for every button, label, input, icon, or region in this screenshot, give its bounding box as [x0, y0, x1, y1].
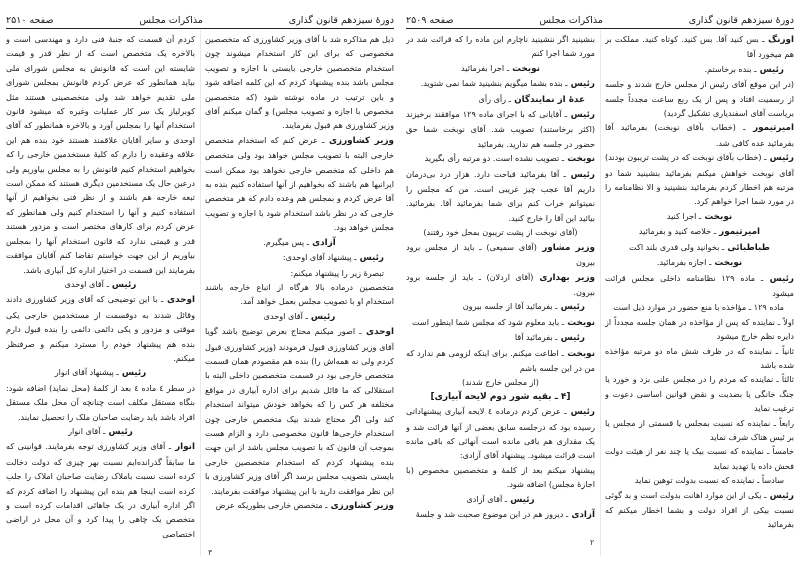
speaker-name: نوبخت — [509, 63, 540, 74]
speech-paragraph — [605, 120, 794, 150]
speaker-name: رئیس — [507, 494, 535, 505]
speaker-name: آزادی — [309, 237, 336, 248]
speech-text: ـ آقایانی که با اجرای ماده ۱۲۹ موافقند برخیزند (اکثر برخاستند) تصویب شد. آقای نوبخت شما حق حضور در جلسه هم ندارید. بفرمائید — [406, 109, 595, 149]
speech-text: ـ عرض کنم که استخدام متخصص خارجی البته با تصویب مجلس خواهد بود ولی متخصص هم داخلی که متخصص خارجی نخواهد بود ممکن است ایرانیها هم باشند که بخواهیم از آنها استفاده کنیم بنده به آقا عرض کردم و بمجلس هم وعده دادم که هر متخصص خارجی که در نظر باشد استخدام شود با اجازه و تصویب مجلس خواهد بود. — [205, 134, 394, 233]
speech-text: ـ بخوانید ولی قدری بلند اکت — [629, 241, 725, 252]
right-title: مذاکرات مجلس — [539, 15, 603, 26]
speech-text: ـ یکی از این موارد اهانت بدولت است و بد گوئی نسبت بیکی از افراد دولت و بشما اخطار میکنم که بفرمائید — [605, 489, 794, 530]
speech-text: ـ بنده برخاستم. — [704, 63, 757, 74]
speaker-name: اوحدی — [163, 295, 195, 306]
speech-text: ـ (خطاب بآقای نوبخت) بفرمائید آقا بفرمائید عده کافی شد. — [605, 122, 794, 148]
speaker-name: نوبخت — [564, 154, 595, 165]
speech-paragraph — [406, 346, 595, 376]
speech-text: (در این موقع آقای رئیس از مجلس خارج شدند و جلسه از رسمیت افتاد و پس از یک ربع ساعت مجدداً جلسه بریاست آقای اسفندیاری تشکیل گردید) — [605, 79, 794, 119]
speech-text: ـ آقای انوار — [68, 425, 106, 436]
speech-text: ـ آقای آزادی — [466, 493, 508, 504]
speech-text: (آقای سمیعی) ـ باید از مجلس برود بیرون — [406, 241, 595, 268]
speech-text: بنشینید اگر ننشینید ناچارم این ماده را که قرائت شد در مورد شما اجرا کنم — [406, 34, 595, 59]
speaker-name: وزیر مشاور — [536, 242, 595, 253]
speaker-name: رئیس — [118, 368, 147, 379]
speech-paragraph — [6, 424, 195, 439]
speech-paragraph — [605, 488, 794, 532]
speech-text: ـ ماده ۱۲۹ نظامنامه داخلی مجلس قرائت میشود — [605, 272, 794, 298]
right-column-divider — [600, 30, 601, 556]
speech-text: خامساً ـ نماینده که نسبت بیک یا چند نفر از هیئت دولت فحش داده یا تهدید نماید — [605, 446, 794, 471]
speech-paragraph — [605, 271, 794, 301]
right-session-label: دورهٔ سیزدهم قانون گذاری — [688, 15, 794, 26]
speech-text: (آقای نوبخت از پشت تریبون بمحل خود رفتند) — [423, 227, 578, 238]
speech-paragraph — [205, 266, 394, 280]
right-page-number: صفحه ۲۵۰۹ — [406, 15, 454, 26]
speaker-name: نوبخت — [711, 258, 743, 269]
speaker-name: نوبخت — [563, 348, 595, 359]
speech-paragraph — [6, 292, 195, 365]
left-page-mark: ۳ — [208, 548, 213, 557]
speech-paragraph — [406, 315, 595, 330]
speaker-name: رئیس — [356, 253, 384, 264]
speech-paragraph — [205, 280, 394, 309]
speech-paragraph — [605, 473, 794, 487]
speaker-name: اوحدی — [361, 327, 394, 338]
speech-paragraph — [406, 463, 595, 492]
speech-text: ـ پیشنهاد آقای اوحدی: — [282, 252, 357, 263]
speech-text: ـ اجرا کنید — [666, 210, 702, 221]
speech-paragraph — [205, 250, 394, 265]
speech-paragraph — [6, 381, 195, 424]
speech-text: ماده ۱۲۹ ـ مؤاخذه با منع حضور در موارد ذیل است — [613, 302, 784, 313]
speaker-name: رئیس — [105, 426, 133, 437]
speaker-name: رئیس — [565, 169, 595, 180]
speaker-name: رئیس — [567, 79, 595, 90]
speech-text: ـ بفرمائید آقا — [514, 332, 558, 343]
speech-paragraph — [406, 107, 595, 151]
speech-paragraph — [406, 492, 595, 507]
speaker-name: رئیس — [557, 302, 585, 313]
speaker-name: رئیس — [566, 407, 595, 418]
speech-text: پیشنهاد میکنم بعد از کلمهٔ و متخصصین مخصوص (با اجازهٔ مجلس) اضافه شود. — [406, 464, 595, 490]
speech-text: ثالثاً ـ نماینده که مردم را در مجلس علنی بزد و خورد یا جنگ خانگی یا بضدیت و نقض قوانین اساسی دعوت و ترغیب نماید — [605, 374, 794, 414]
speech-paragraph — [605, 150, 794, 209]
speech-paragraph — [406, 225, 595, 239]
speech-text: سادساً ـ نماینده که نسبت بدولت توهین نماید — [634, 475, 784, 486]
speaker-name: اورنگ — [764, 35, 794, 45]
speaker-name: رئیس — [766, 153, 794, 164]
left-column-divider — [200, 30, 201, 556]
speech-paragraph — [605, 344, 794, 373]
section-heading — [406, 390, 595, 404]
speaker-name: وزیر کشاورزی — [327, 501, 394, 511]
speaker-name: رئیس — [763, 273, 794, 284]
right-running-head — [406, 12, 794, 29]
speech-paragraph — [605, 209, 794, 224]
speech-paragraph — [205, 235, 394, 250]
speech-paragraph — [605, 372, 794, 415]
speech-text: ذیل هم مذاکره شد با آقای وزیر کشاورزی که متخصصین مخصوصی که برای این کار استخدام میشوند چون استخدام متخصصین خارجی بایستی با اجازه و تصویب مجلس باشد بنده پیشنهاد کردم که این کلمه اضافه شود و باین ترتیب در ماده نوشته شود (که متخصصین مخصوص با اجازه و تصویب مجلس) و گمان میکنم آقای وزیر کشاورزی هم قبول بفرمایند. — [205, 34, 394, 131]
speech-text: ـ با این توضیحی که آقای وزیر کشاورزی دادند وقائل شدند به دوقسمت از مستخدمین خارجی یکی موقتی و مزدور و یکی دائمی دائمی را بنده قبول دارم بنده هم پیشنهاد خودم را مسترد میکنم و صرفنظر میکنم. — [6, 294, 195, 363]
speech-text: [۴ ـ بقیه شور دوم لایحه آبیاری] — [430, 391, 571, 402]
speech-paragraph — [406, 375, 595, 389]
speech-text: ـ بنده بشما میگویم بنشینید شما نمی شنوید. — [420, 78, 568, 89]
speech-text: ـ آقای وزیر کشاورزی توجه بفرمایند. قوانینی که ما سابقاً گذرانده‌ایم نسبت بهر چیزی که دولت دخالت کرده است نسبت باملاک رضایت صاحبان املاک را جلب کرده است اینجا هم بنده این پیشنهاد را اضافه کردم که اگر اداره آبیاری در یک جاهائی اقدامات کرده است و متخصص یک چاهی را پیدا کرد و آن محل در اراضی اختصاصی — [6, 441, 195, 539]
speech-text: ـ متخصص خارجی بطوریکه عرض — [215, 500, 328, 510]
speaker-name: رئیس — [567, 110, 595, 121]
speech-text: (آقای اردلان) ـ باید از جلسه برود بیرون. — [406, 271, 595, 297]
speech-paragraph — [406, 404, 595, 463]
speech-paragraph — [406, 32, 595, 61]
speech-paragraph — [205, 133, 394, 235]
speech-paragraph — [605, 62, 794, 77]
speech-paragraph — [205, 309, 394, 324]
speech-paragraph — [406, 299, 595, 314]
speech-text: ـ عرض کردم درماده ٤ لایحه آبیاری پیشنهاداتی رسیده بود که درجلسه سابق بعضی از آنها قرائت شد و یک مقداری هم باقی مانده است آنهائی که باقی مانده است قرائت میشود. پیشنهاد آقای آزادی: — [406, 406, 595, 461]
speech-paragraph — [205, 324, 394, 498]
speech-paragraph — [605, 224, 794, 239]
speech-text: ـ آقای اوحدی — [64, 278, 109, 289]
speaker-name: نوبخت — [701, 211, 733, 222]
speech-text: در سطر ٤ ماده ٤ بعد از کلمهٔ (محل نماید) اضافه شود: بنگاه مستقل مکلف است چنانچه آن محل ملک مستقل افراد باشد باید رضایت صاحبان ملک را تحصیل نمایند. — [6, 382, 195, 422]
speaker-name: طباطبائی — [724, 242, 770, 253]
speech-paragraph — [6, 365, 195, 380]
right-col-right — [605, 32, 794, 560]
right-page-mark: ۲ — [590, 538, 595, 547]
speech-text: ـ بس کنید آقا. بس کنید. کوتاه کنید. مملکت بر هم میخورد آقا — [605, 34, 794, 60]
speech-paragraph — [605, 77, 794, 120]
speech-paragraph — [605, 416, 794, 445]
speech-paragraph — [406, 167, 595, 226]
left-page-number: صفحه ۲۵۱۰ — [6, 15, 54, 26]
left-session-label: دورهٔ سیزدهم قانون گذاری — [288, 15, 394, 26]
speech-text: ـ تصویب نشده است. دو مرتبه رأی بگیرید — [424, 153, 565, 164]
speaker-name: رئیس — [557, 333, 585, 344]
speaker-name: آزادی — [568, 510, 595, 520]
speech-text: ـ آقا بفرمائید قباحت دارد. هزار درد بی‌درمان داریم آقا عجب چیز غریبی است. من که مجلس را نمیتوانم خراب کنم برای شما بفرمائید آقا. بفرمائید. بیائید این آقا را خارج کنید. — [406, 168, 595, 223]
speech-paragraph — [406, 76, 595, 91]
speech-paragraph — [605, 444, 794, 473]
speech-text: ـ اطاعت میکنم. برای اینکه لزومی هم ندارد که من در این جلسه باشم — [406, 347, 595, 373]
speech-text: (از مجلس خارج شدند) — [462, 377, 539, 388]
speech-text: رابعاً ـ نماینده که نسبت بمجلس یا قسمتی از مجلس یا بر ئیس هتاک شرف نماید — [605, 417, 794, 442]
speaker-name: امیرتیمور — [716, 227, 761, 238]
speech-paragraph — [605, 240, 794, 255]
speech-text: ثانیاً ـ نماینده که در ظرف شش ماه دو مرتبه مؤاخذه شده باشد — [605, 345, 794, 370]
speech-text: ـ اجرا بفرمائید — [461, 62, 510, 73]
left-col-right — [205, 32, 394, 560]
right-col-left — [406, 32, 595, 560]
speech-text: کردم آن قسمت که جنبهٔ فنی دارد و مهندسی است و بالاخره یک متخصص است که از نظر قدر و قیمت شایسته این است که قانونش به مجلس شورای ملی بیاید همانطور که عرض کردم قانونش بمجلس شورای ملی تقدیم خواهد شد ولی متخصصینی هستند مثل کوبرلیاز یک سر کار عملیات وغیره که میشود قانون استخدام آنها را بمجلس آورد و بالاخره همانطور که آقای اوحدی و سایر آقایان علاقمند هستند خود بنده هم این علاقه وعقیده را دارم که کلیهٔ مستخدمین خارجی را که بخواهیم استخدام کنیم قانونش را به مجلس بیاوریم ولی درعین حال یک مستخدمین دیگری هستند که ممکن است تبعه خارجه هم باشند و از نظر فنی بخواهیم از آنها استفاده کنیم و آنها را استخدام کنیم ولی همانطور که عرض کردم برای کارهای مختصر است و مزدور هستند قدر و قیمتی ندارد که قانون استخدام آنها را بمجلس بیاوریم از این جهت خواستم تقاضا کنم آقایان موافقت بفرمایند این قسمت در اختیار اداره کل آبیاری باشد. — [6, 34, 195, 275]
speech-text: ـ اصور میکنم محتاج بعرض توضیح باشد گویا آقای وزیر کشاورزی قبول فرمودند (وزیر کشاورزی قبول کردم ولی نه همه‌اش را) بنده هم مقصودم همان قسمت متخصص خارجی بود در قسمت متخصصین داخلی البته با استقلالی که ما قائل شدیم برای اداره آبیاری در مواقع مختلفه هر کس را که بخواهد خودش میتواند استخدام کند ولی اگر محتاج شدند بیک متخصص خارجی چون استخدام خارجی‌ها قانون مخصوصی دارد و الزام هست بموجب آن قانون که با تصویب مجلس باشد از این جهت بنده پیشنهاد کردم که استخدام متخصصین خارجی بایستی بتصویب مجلس برسد اگر آقای وزیر کشاورزی با این نظر موافقت دارید با این پیشنهاد موافقت بفرمایند. — [205, 326, 394, 496]
speech-text: متخصصین درماده بالا هرگاه از اتباع خارجه باشند استخدام او با تصویب مجلس بعمل خواهد آمد. — [205, 281, 394, 307]
speech-paragraph — [6, 32, 195, 277]
speech-paragraph — [406, 330, 595, 345]
speech-text: ـ آقای اوحدی — [263, 310, 308, 321]
speech-paragraph — [205, 32, 394, 133]
speech-paragraph — [406, 92, 595, 107]
speech-paragraph — [6, 277, 195, 292]
speech-text: تبصرهٔ زیر را پیشنهاد میکنم: — [290, 267, 384, 278]
speaker-name: رئیس — [108, 279, 137, 290]
speech-paragraph — [406, 507, 595, 522]
speaker-name: وزیر کشاورزی — [324, 135, 394, 146]
speech-paragraph — [6, 439, 195, 541]
speech-text: ـ دیروز هم در این موضوع صحبت شد و جلسهٔ — [415, 509, 569, 519]
speech-text: اولاً ـ نماینده که پس از مؤاخذه در همان جلسه مجدداً از دایره نظم خارج میشود — [605, 316, 794, 342]
speech-text: ـ پس میگیرم. — [263, 236, 310, 247]
speech-text: ـ خلاصه کنید و بفرمائید — [638, 226, 717, 237]
speaker-name: رئیس — [756, 64, 784, 75]
speaker-name: رئیس — [307, 311, 336, 322]
speech-text: ـ (خطاب بآقای نوبخت که در پشت تریبون بودند) آقای نوبخت خواهش میکنم بفرمائید بنشینید شما دو مرتبه هم اخطار کردم بفرمائید بنشینید و الا نظامنامه را در مورد شما اجرا خواهم کرد. — [605, 152, 794, 207]
speech-text: ـ بفرمائید آقا از جلسه بیرون — [462, 301, 558, 312]
speech-text: ـ پیشنهاد آقای انوار — [54, 367, 119, 378]
speech-text: ـ باید معلوم شود که مجلس شما اینطور است — [411, 316, 565, 327]
speech-paragraph — [605, 255, 794, 270]
speaker-name: انوار — [171, 442, 195, 453]
speech-paragraph — [605, 32, 794, 62]
speaker-name: وزیر بهداری — [533, 272, 595, 283]
speaker-name: عدهٔ از نمایندگان — [511, 94, 585, 105]
speech-text: ـ رأی رأی — [478, 93, 512, 104]
right-page — [400, 0, 800, 566]
left-title: مذاکرات مجلس — [139, 15, 203, 26]
speaker-name: رئیس — [766, 490, 794, 501]
speech-paragraph — [406, 240, 595, 270]
speaker-name: امیرتیمور — [745, 123, 794, 134]
left-col-left — [6, 32, 195, 560]
speech-paragraph — [205, 498, 394, 513]
speech-paragraph — [406, 151, 595, 166]
speech-paragraph — [406, 61, 595, 76]
speech-paragraph — [406, 270, 595, 300]
speaker-name: نوبخت — [564, 317, 595, 328]
speech-text: ـ اجازه بفرمائید. — [656, 257, 712, 268]
speech-paragraph — [605, 300, 794, 314]
left-running-head — [6, 12, 394, 29]
speech-paragraph — [605, 315, 794, 344]
